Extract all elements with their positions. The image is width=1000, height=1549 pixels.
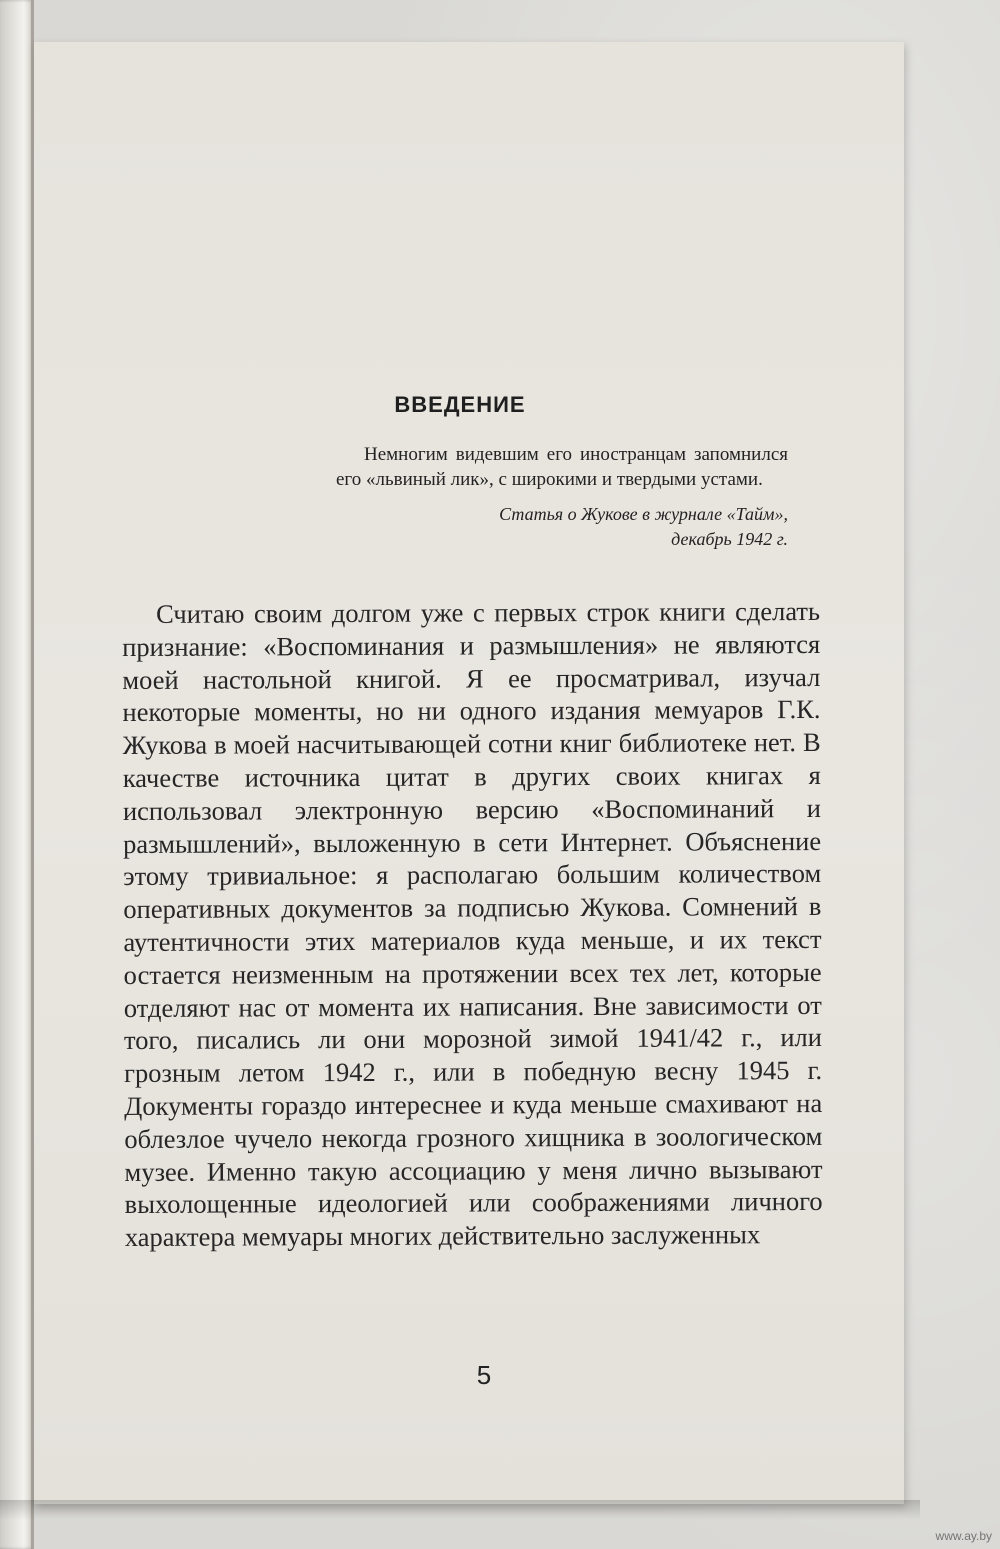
body-paragraph: Считаю своим долгом уже с первых строк книги сделать признание: «Воспоминания и размышления» не являются моей настольной книгой. Я ее просматривал, изучал некоторые моменты, но ни одного издания мемуаров Г.К. Жукова в моей насчитывающей сотни книг библиотеке нет. В качестве источника цитат в других своих книгах я использовал электронную версию «Воспоминаний и размышлений», выложенную в сети Интернет. Объяснение этому тривиальное: я располагаю большим количеством оперативных документов за подписью Жукова. Сомнений в аутентичности этих материалов куда меньше, и их текст остается неизменным на протяжении всех тех лет, которые отделяют нас от момента их написания. Вне зависимости от того, писались ли они морозной зимой 1941/42 г., или грозным летом 1942 г., или в победную весну 1945 г. Документы гораздо интереснее и куда меньше смахивают на облезлое чучело некогда грозного хищника в зоологическом музее. Именно такую ассоциацию у меня лично вызывают выхолощенные идеологией или соображениями личного характера мемуары многих действительно заслуженных bbox=[122, 595, 823, 1253]
epigraph bbox=[336, 442, 788, 552]
epigraph-source bbox=[336, 502, 788, 552]
book-edge bbox=[0, 0, 34, 1549]
page-number: 5 bbox=[476, 1360, 492, 1390]
epigraph-quote: Немногим видевшим его иностранцам запомнился его «львиный лик», с широкими и твердыми устами. bbox=[336, 444, 788, 490]
page-shadow bbox=[0, 1500, 920, 1520]
site-watermark: www.ay.by bbox=[935, 1529, 992, 1543]
chapter-heading: ВВЕДЕНИЕ bbox=[394, 392, 526, 417]
epigraph-source-line-1: Статья о Жукове в журнале «Тайм», bbox=[499, 504, 788, 524]
epigraph-source-line-2: декабрь 1942 г. bbox=[671, 529, 788, 549]
